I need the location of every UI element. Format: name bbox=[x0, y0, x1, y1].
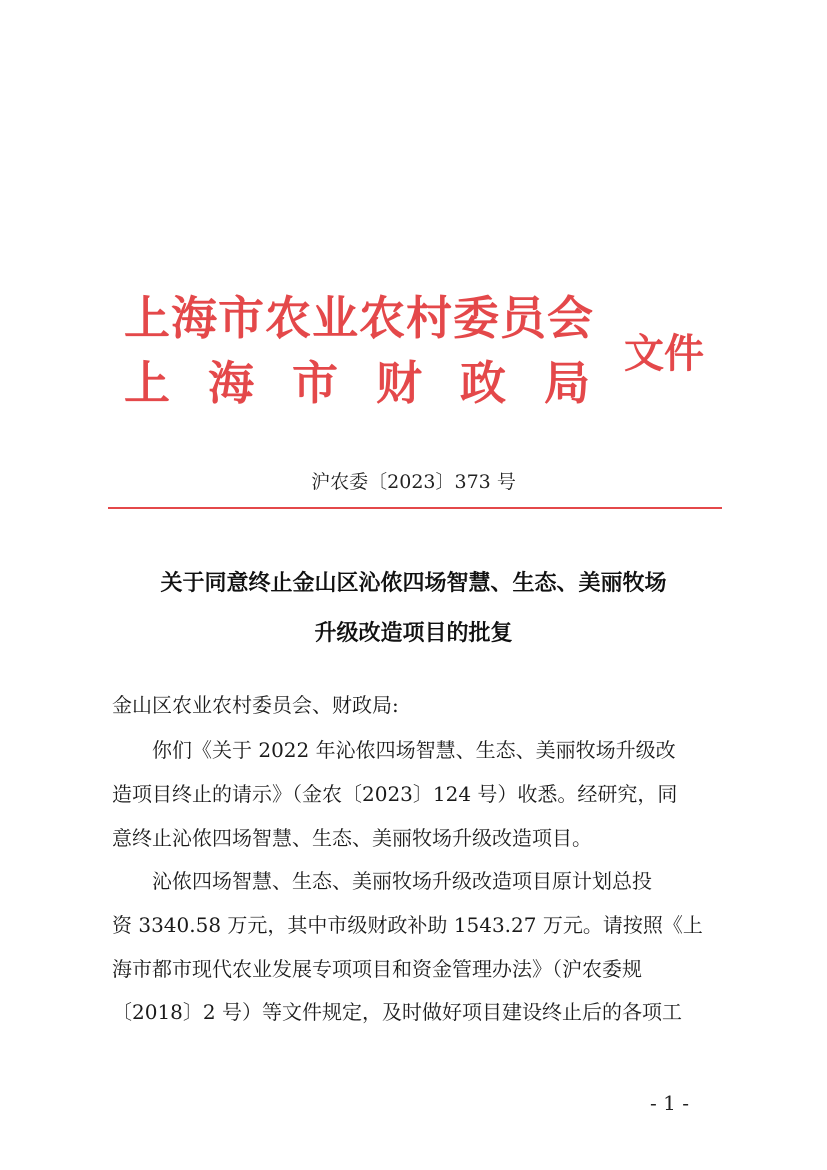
document-number: 沪农委〔2023〕373 号 bbox=[311, 471, 516, 493]
paragraph-1-line-2: 造项目终止的请示》（金农〔2023〕124 号）收悉。经研究，同 bbox=[112, 782, 678, 806]
paragraph-2-line-4: 〔2018〕2 号）等文件规定，及时做好项目建设终止后的各项工 bbox=[112, 1000, 682, 1024]
document-title-line-1: 关于同意终止金山区沁侬四场智慧、生态、美丽牧场 bbox=[160, 570, 667, 596]
document-header bbox=[124, 282, 724, 412]
issuer-line-agriculture-committee: 上海市农业农村委员会 bbox=[124, 291, 594, 345]
issuer-line-finance-bureau: 上海市财政局 bbox=[124, 356, 628, 410]
paragraph-2-line-2: 资 3340.58 万元，其中市级财政补助 1543.27 万元。请按照《上 bbox=[112, 913, 703, 937]
paragraph-1-line-3: 意终止沁侬四场智慧、生态、美丽牧场升级改造项目。 bbox=[112, 826, 592, 850]
addressee-line: 金山区农业农村委员会、财政局: bbox=[112, 693, 399, 717]
paragraph-2-line-3: 海市都市现代农业发展专项项目和资金管理办法》（沪农委规 bbox=[112, 957, 642, 981]
red-divider-line bbox=[108, 507, 722, 509]
paragraph-1-line-1: 你们《关于 2022 年沁侬四场智慧、生态、美丽牧场升级改 bbox=[152, 738, 676, 762]
document-title-line-2: 升级改造项目的批复 bbox=[314, 620, 513, 646]
document-type-label: 文件 bbox=[624, 330, 704, 377]
page-number: - 1 - bbox=[650, 1091, 689, 1115]
paragraph-2-line-1: 沁侬四场智慧、生态、美丽牧场升级改造项目原计划总投 bbox=[152, 869, 652, 893]
